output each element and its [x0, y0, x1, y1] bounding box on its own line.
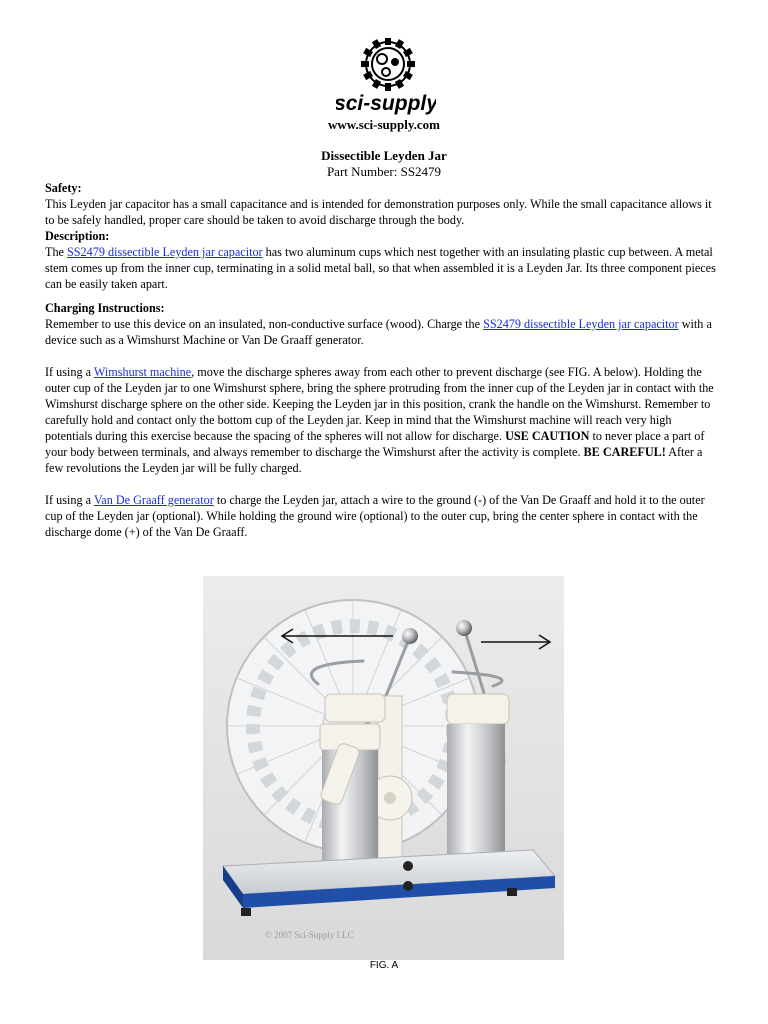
wimshurst-link[interactable]: Wimshurst machine: [93, 365, 192, 379]
van-de-graaff-link[interactable]: Van De Graaff generator: [93, 493, 214, 507]
charging-p2-c: to never place a part of your body between terminals, and always remember to discharge the Wimshurst after the activity is complete.: [45, 429, 705, 459]
site-url[interactable]: www.sci-supply.com: [328, 117, 440, 132]
charging-p3-a: If using a: [45, 493, 94, 507]
charging-heading: Charging Instructions:: [45, 301, 165, 315]
charging-p2-a: If using a: [45, 365, 94, 379]
safety-heading: Safety:: [45, 181, 82, 195]
description-text-post: has two aluminum cups which nest together with an insulating plastic cup between. A metal stem comes up from the inner cup, terminating in a solid metal ball, so that when assembled it is a Leyden Jar. Its three component pieces can be easily taken apart.: [45, 245, 716, 291]
charging-paragraph-3: [45, 492, 721, 540]
part-number: Part Number: SS2479: [326, 164, 442, 179]
figure-caption: FIG. A: [369, 960, 399, 971]
logo-text: sci-supply: [336, 92, 436, 115]
document-title: Dissectible Leyden Jar: [321, 148, 447, 163]
figure-wimshurst-photo: [203, 576, 564, 960]
figure-watermark: © 2007 Sci-Supply LLC: [265, 930, 354, 940]
use-caution-text: USE CAUTION: [505, 429, 590, 443]
document-body: [45, 180, 721, 540]
charging-paragraph-2: [45, 364, 721, 476]
charging-p3-b: to charge the Leyden jar, attach a wire to the ground (-) of the Van De Graaff and hold it to the outer cup of the Leyden jar (optional). While holding the ground wire (optional) to the outer cup, bring the center sphere in contact with the discharge dome (+) of the Van De Graaff.: [45, 493, 705, 539]
description-heading: Description:: [45, 229, 110, 243]
charging-p2-d: After a few revolutions the Leyden jar will be fully charged.: [45, 445, 703, 475]
charging-p2-b: , move the discharge spheres away from each other to prevent discharge (see FIG. A below). Holding the outer cup of the Leyden jar to one Wimshurst sphere, bring the sphere protruding from the inner cup of the Leyden jar in contact with the Wimshurst discharge sphere on the other side. Keeping the Leyden jar in this position, crank the handle on the Wimshurst. Remember to carefully hold and contact only the bottom cup of the Leyden jar. Keep in mind that the Wimshurst machine will reach very high potentials during this exercise because the spacing of the spheres will not allow for discharge.: [45, 365, 714, 443]
leyden-jar-link-2[interactable]: SS2479 dissectible Leyden jar capacitor: [483, 317, 679, 331]
sci-supply-logo: [336, 38, 436, 118]
description-text: [45, 244, 721, 292]
charging-paragraph-1: [45, 316, 721, 348]
charging-p1-post: with a device such as a Wimshurst Machine or Van De Graaff generator.: [45, 317, 712, 347]
be-careful-text: BE CAREFUL!: [583, 445, 666, 459]
description-text-pre: The: [45, 245, 67, 259]
leyden-jar-link[interactable]: SS2479 dissectible Leyden jar capacitor: [67, 245, 263, 259]
safety-text: This Leyden jar capacitor has a small capacitance and is intended for demonstration purposes only. While the small capacitance allows it to be safely handled, proper care should be taken to avoid discharge through the body.: [45, 197, 712, 227]
charging-p1-pre: Remember to use this device on an insulated, non-conductive surface (wood). Charge the: [45, 317, 484, 331]
